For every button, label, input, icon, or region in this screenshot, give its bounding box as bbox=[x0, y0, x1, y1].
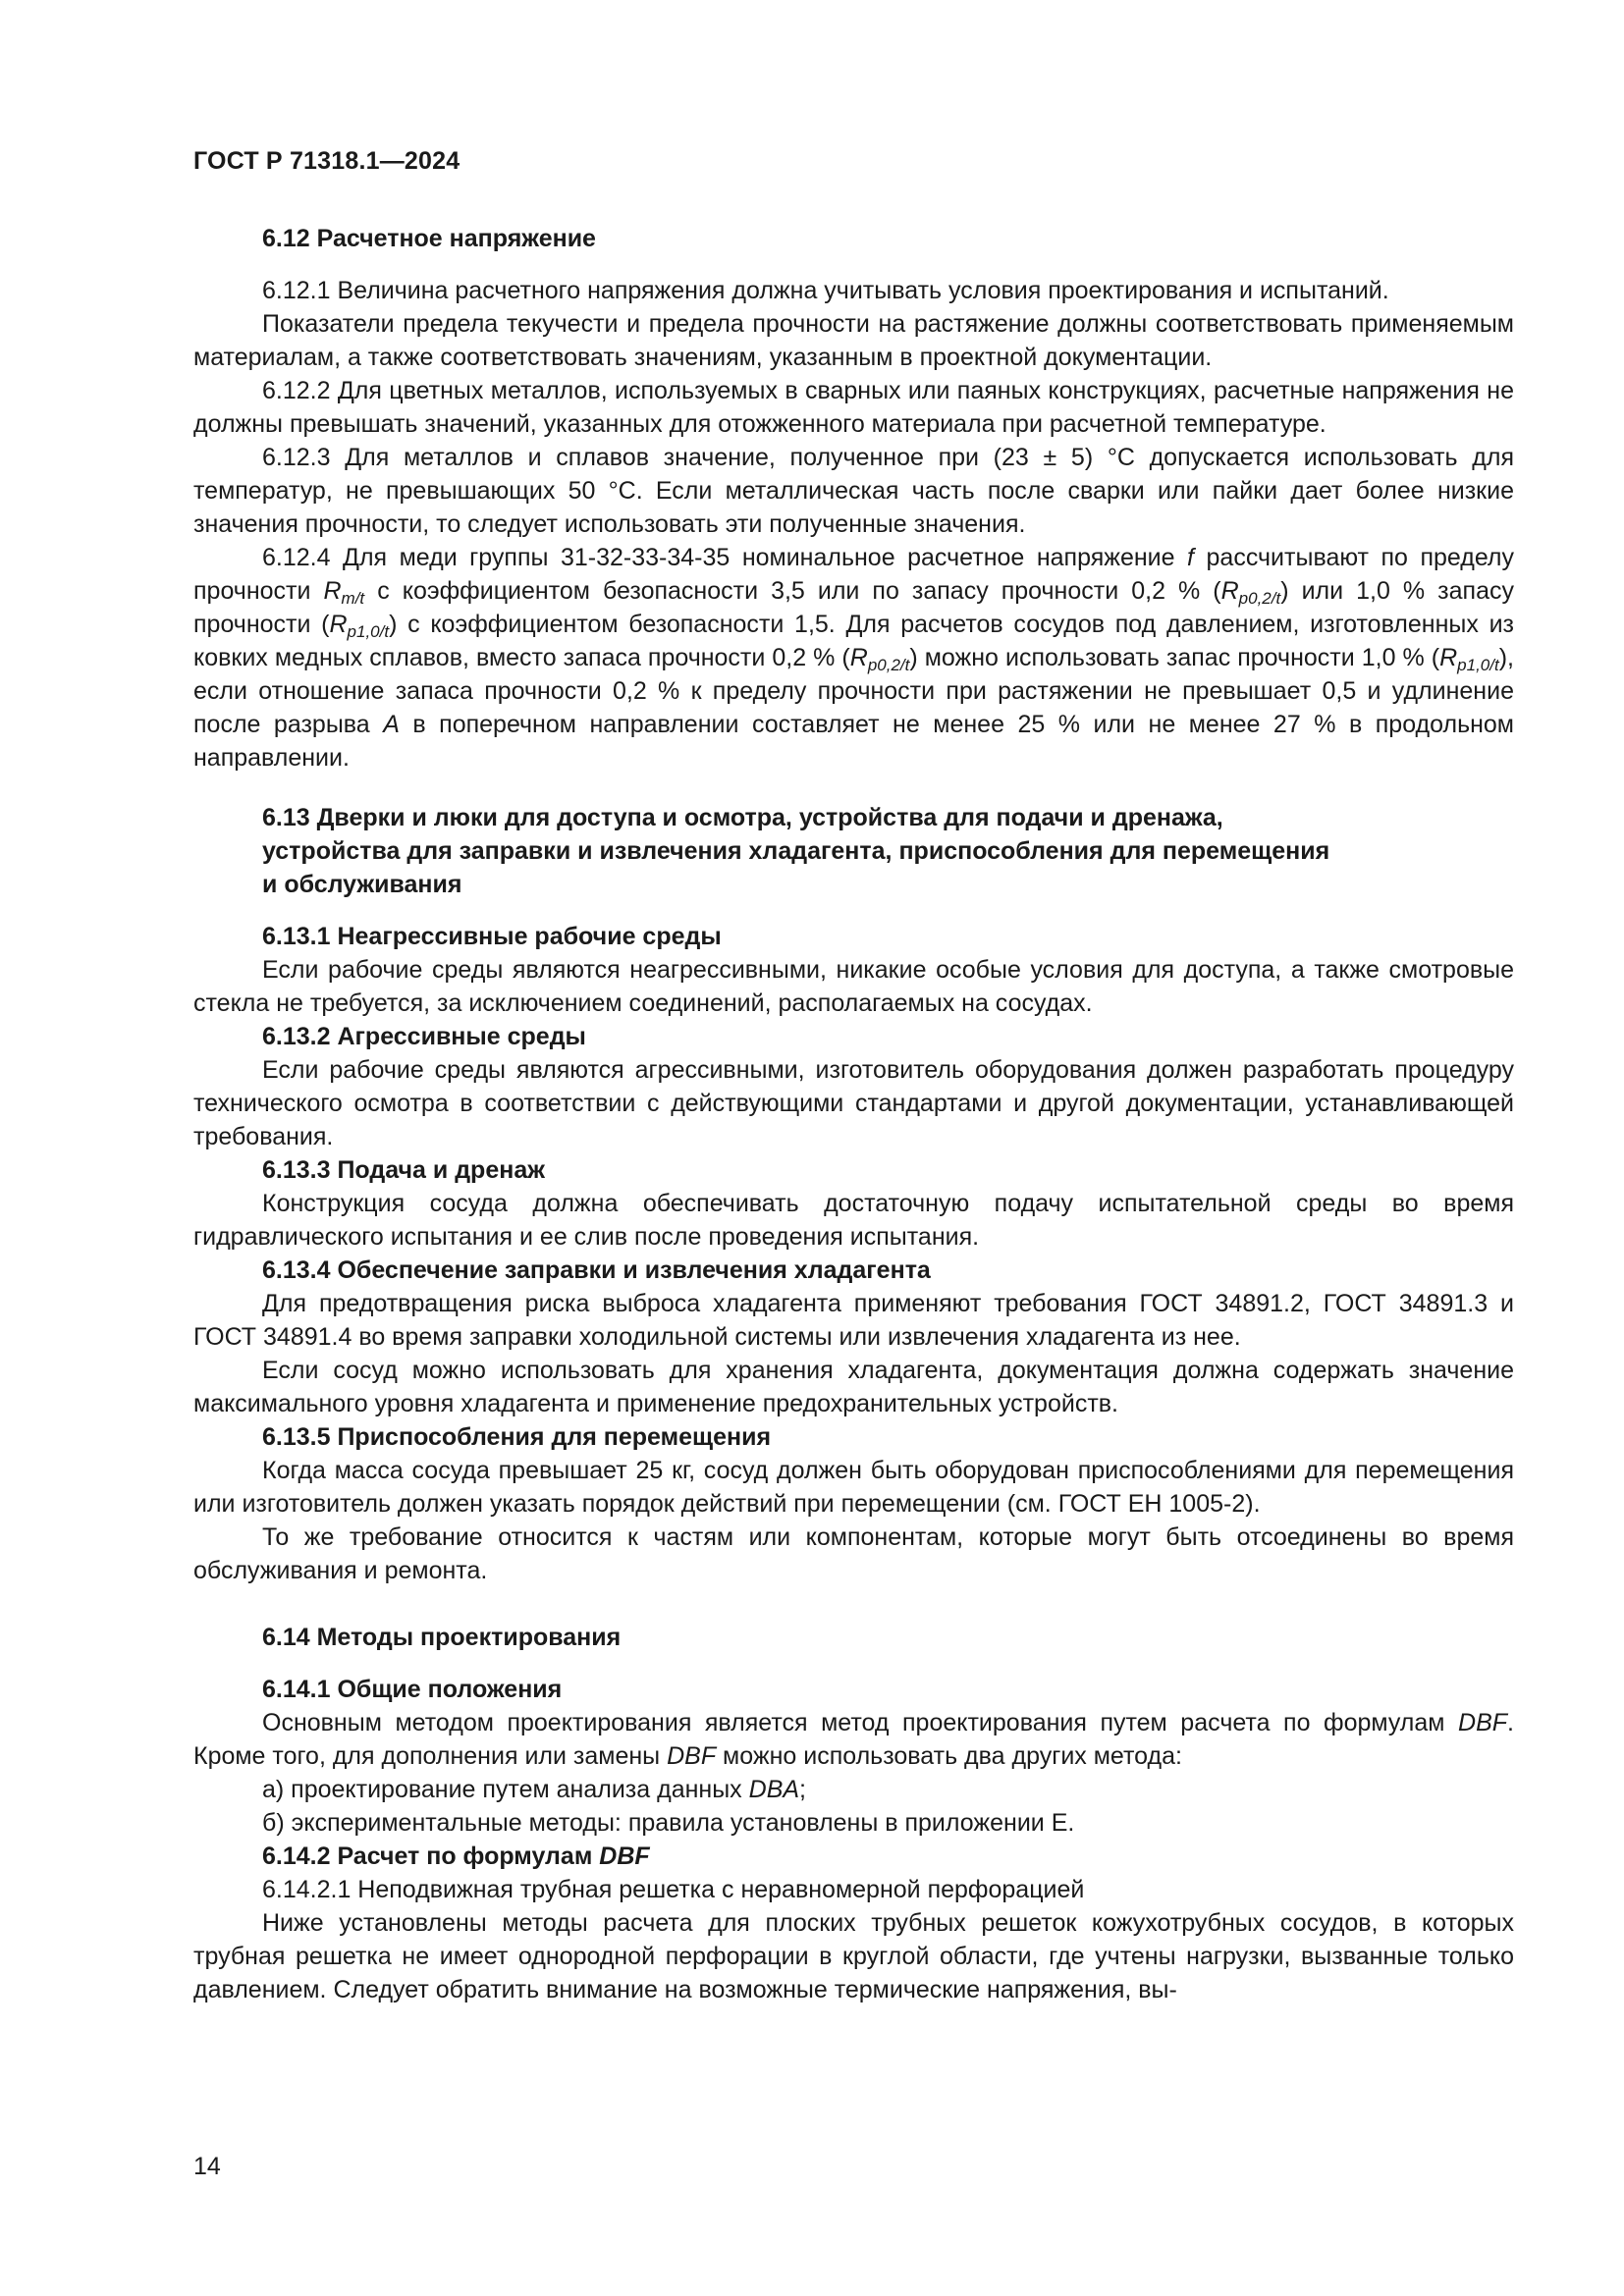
subsection-6-13-5-title: 6.13.5 Приспособления для перемещения bbox=[262, 1423, 772, 1451]
para-6-12-4: 6.12.4 Для меди группы 31-32-33-34-35 номинальное расчетное напряжение f рассчитывают по пределу прочности $R_{m/t}$ с коэффициентом безопасности 3,5 или по запасу прочности 0,2 % $(R_{p0,2/t})$ или 1,0 % запасу прочности $(R_{p1,0/t})$ с коэффициентом безопасности 1,5. Для расчетов сосудов под давлением, изготовленных из ковких медных сплавов, вместо запаса прочности 0,2 % $(R_{p0,2/t})$ можно использовать запас прочности 1,0 % $(R_{p1,0/t})$, если отношение запаса прочности 0,2 % к пределу прочности при растяжении не превышает 0,5 и удлинение после разрыва A в поперечном направлении составляет не менее 25 % или не менее 27 % в продольном направлении. bbox=[193, 544, 1514, 772]
subsection-6-13-3-title: 6.13.3 Подача и дренаж bbox=[262, 1156, 545, 1184]
para-6-13-1: Если рабочие среды являются неагрессивными, никакие особые условия для доступа, а также смотровые стекла не требуется, за исключением соединений, располагаемых на сосудах. bbox=[193, 956, 1514, 1017]
para-6-12-2: 6.12.2 Для цветных металлов, используемых в сварных или паяных конструкциях, расчетные напряжения не должны превышать значений, указанных для отожженного материала при расчетной температуре. bbox=[193, 377, 1514, 438]
subsection-6-13-2-title: 6.13.2 Агрессивные среды bbox=[262, 1023, 586, 1050]
subsection-6-14-1-title: 6.14.1 Общие положения bbox=[262, 1676, 563, 1703]
para-6-13-2: Если рабочие среды являются агрессивными, изготовитель оборудования должен разработать процедуру технического осмотра в соответствии с действующими стандартами и другой документации, устанавливающей требования. bbox=[193, 1056, 1514, 1150]
page-number: 14 bbox=[193, 2153, 221, 2180]
subsection-6-13-1-title: 6.13.1 Неагрессивные рабочие среды bbox=[262, 923, 722, 950]
para-6-13-4-b: Если сосуд можно использовать для хранения хладагента, документация должна содержать значение максимального уровня хладагента и применение предохранительных устройств. bbox=[193, 1357, 1514, 1417]
para-6-13-4-a: Для предотвращения риска выброса хладагента применяют требования ГОСТ 34891.2, ГОСТ 34891.3 и ГОСТ 34891.4 во время заправки холодильной системы или извлечения хладагента из нее. bbox=[193, 1290, 1514, 1351]
para-6-13-3: Конструкция сосуда должна обеспечивать достаточную подачу испытательной среды во время гидравлического испытания и ее слив после проведения испытания. bbox=[193, 1190, 1514, 1251]
para-6-14-1: Основным методом проектирования является метод проектирования путем расчета по формулам DBF. Кроме того, для дополнения или замены DBF можно использовать два других метода: bbox=[193, 1709, 1514, 1770]
section-6-14-title: 6.14 Методы проектирования bbox=[262, 1624, 622, 1651]
document-body bbox=[193, 222, 1514, 2006]
para-6-13-5-b: То же требование относится к частям или компонентам, которые могут быть отсоединены во время обслуживания и ремонта. bbox=[193, 1523, 1514, 1584]
subsection-6-14-2-title: 6.14.2 Расчет по формулам DBF bbox=[262, 1842, 650, 1870]
section-6-13-title: 6.13 Дверки и люки для доступа и осмотра, устройства для подачи и дренажа, устройства для заправки и извлечения хладагента, приспособления для перемещения и обслуживания bbox=[262, 804, 1330, 898]
para-6-13-5-a: Когда масса сосуда превышает 25 кг, сосуд должен быть оборудован приспособлениями для перемещения или изготовитель должен указать порядок действий при перемещении (см. ГОСТ ЕН 1005-2). bbox=[193, 1457, 1514, 1518]
list-item-b: б) экспериментальные методы: правила установлены в приложении Е. bbox=[262, 1809, 1075, 1837]
list-item-a: а) проектирование путем анализа данных DBA; bbox=[262, 1776, 806, 1803]
para-6-14-2-1: 6.14.2.1 Неподвижная трубная решетка с неравномерной перфорацией bbox=[262, 1876, 1085, 1903]
para-6-12-3: 6.12.3 Для металлов и сплавов значение, полученное при (23 ± 5) °С допускается использовать для температур, не превышающих 50 °С. Если металлическая часть после сварки или пайки дает более низкие значения прочности, то следует использовать эти полученные значения. bbox=[193, 444, 1514, 538]
para-6-14-2-1-body: Ниже установлены методы расчета для плоских трубных решеток кожухотрубных сосудов, в которых трубная решетка не имеет однородной перфорации в круглой области, где учтены нагрузки, вызванные только давлением. Следует обратить внимание на возможные термические напряжения, вы- bbox=[193, 1909, 1514, 2003]
section-6-12-title: 6.12 Расчетное напряжение bbox=[262, 225, 596, 252]
para-6-12-1: 6.12.1 Величина расчетного напряжения должна учитывать условия проектирования и испытаний. bbox=[262, 277, 1389, 304]
subsection-6-13-4-title: 6.13.4 Обеспечение заправки и извлечения хладагента bbox=[262, 1256, 931, 1284]
para-6-12-1-cont: Показатели предела текучести и предела прочности на растяжение должны соответствовать применяемым материалам, а также соответствовать значениям, указанным в проектной документации. bbox=[193, 310, 1514, 371]
doc-header: ГОСТ Р 71318.1—2024 bbox=[193, 147, 460, 175]
